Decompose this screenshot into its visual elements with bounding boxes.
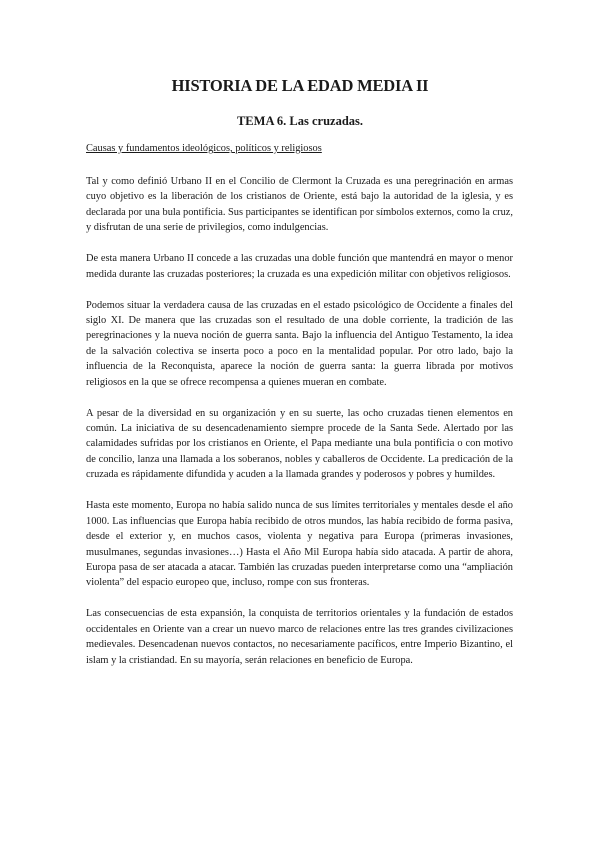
paragraph-3: Podemos situar la verdadera causa de las cruzadas en el estado psicológico de Occidente a finales del siglo XI. De manera que las cruzadas son el resultado de una doble corriente, la tradición de las peregrinaciones y la nueva noción de guerra santa. Bajo la influencia del Antiguo Testamento, la idea de la salvación colectiva se inserta poco a poco en la mentalidad popular. Por otro lado, bajo la influencia de la Reconquista, aparece la noción de guerra santa: la guerra librada por motivos religiosos en la que se ofrece recompensa a quienes mueran en combate. (86, 299, 513, 388)
paragraph-5: Hasta este momento, Europa no había salido nunca de sus límites territoriales y mentales desde el año 1000. Las influencias que Europa había recibido de otros mundos, las había recibido de forma pasiva, desde el exterior y, en muchos casos, violenta y negativa para Europa (primeras invasiones, musulmanes, segundas invasiones…) Hasta el Año Mil Europa había sido atacada. A partir de ahora, Europa pasa de ser atacada a atacar. También las cruzadas pueden interpretarse como una “ampliación violenta” del espacio europeo que, incluso, rompe con sus fronteras. (86, 500, 513, 589)
paragraph-2: De esta manera Urbano II concede a las cruzadas una doble función que mantendrá en mayor o menor medida durante las cruzadas posteriores; la cruzada es una expedición militar con objetivos religiosos. (86, 253, 513, 280)
section-heading: Causas y fundamentos ideológicos, políticos y religiosos (86, 143, 322, 154)
paragraph-1: Tal y como definió Urbano II en el Concilio de Clermont la Cruzada es una peregrinación en armas cuyo objetivo es la liberación de los cristianos de Oriente, está bajo la autoridad de la iglesia, y es declarada por una bula pontificia. Sus participantes se identifican por símbolos externos, como la cruz, y disfrutan de una serie de privilegios, como indulgencias. (86, 176, 513, 234)
paragraph-6: Las consecuencias de esta expansión, la conquista de territorios orientales y la fundación de estados occidentales en Oriente van a crear un nuevo marco de relaciones entre las tres grandes civilizaciones medievales. Desencadenan nuevos contactos, no necesariamente pacíficos, entre Imperio Bizantino, el islam y la cristiandad. En su mayoría, serán relaciones en beneficio de Europa. (86, 608, 513, 666)
paragraph-4: A pesar de la diversidad en su organización y en su suerte, las ocho cruzadas tienen elementos en común. La iniciativa de su desencadenamiento siempre procede de la Santa Sede. Alertado por las calamidades sufridas por los cristianos en Oriente, el Papa mediante una bula pontificia o con motivo de concilio, lanza una llamada a los soberanos, nobles y caballeros de Occidente. La predicación de la cruzada es rápidamente difundida y acuden a la llamada grandes y poderosos y pobres y humildes. (86, 407, 513, 481)
document-title: HISTORIA DE LA EDAD MEDIA II (171, 76, 429, 95)
document-body (86, 174, 513, 684)
topic-title: TEMA 6. Las cruzadas. (236, 114, 364, 128)
